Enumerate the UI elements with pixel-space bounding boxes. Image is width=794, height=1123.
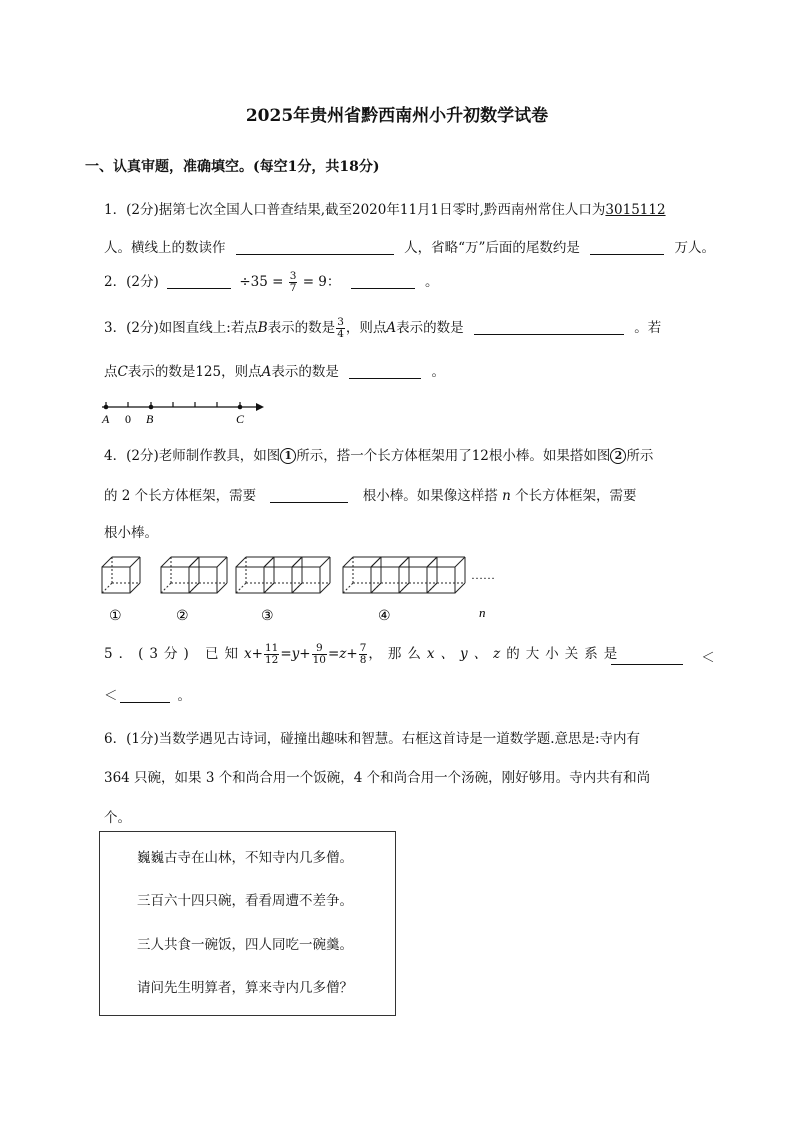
q3-text-b: 表示的数是 — [267, 320, 336, 336]
q5-text-b: ，那么 — [368, 646, 427, 662]
axis-label-a: A — [102, 412, 110, 426]
q3-var-c: C — [117, 364, 128, 380]
q3-text-a: 3．(2分)如图直线上:若点 — [104, 320, 258, 336]
q1-text-d: 万人。 — [674, 240, 715, 256]
page-title: 2025年贵州省黔西南州小升初数学试卷 — [245, 106, 549, 126]
q3-var-a: A — [386, 320, 397, 336]
q3-text-d: 表示的数是 — [396, 320, 464, 336]
q2-text-c: = 9： — [302, 274, 341, 290]
question-1-line-2 — [104, 236, 715, 256]
q5-plus-1: + — [251, 646, 263, 662]
q5-fraction-3: $\frac{7}{8}$ — [359, 642, 367, 666]
q4-text-d: 的 2 个长方体框架，需要 — [104, 488, 257, 504]
q1-population-number: 3015112 — [605, 202, 666, 218]
q3-fraction: $\frac{3}{4}$ — [337, 316, 344, 340]
q5-text-c: 的大小关系是 — [506, 646, 624, 662]
question-1-line-1 — [104, 198, 666, 218]
q5-fraction-2: $\frac{9}{10}$ — [312, 642, 326, 666]
number-line-figure — [98, 394, 268, 426]
q1-answer-blank-1[interactable] — [236, 239, 394, 255]
figure-label-4: ④ — [378, 609, 391, 624]
q3-text-h: 表示的数是 — [271, 364, 339, 380]
q3-var-b: B — [257, 320, 268, 336]
poem-line-1: 巍巍古寺在山林，不知寺内几多僧。 — [137, 850, 353, 866]
poem-line-2: 三百六十四只碗，看看周遭不差争。 — [137, 893, 353, 909]
q1-text: 1．(2分)据第七次全国人口普查结果,截至2020年11月1日零时,黔西南州常住人口为 — [104, 202, 606, 218]
q5-eq-1: = — [280, 646, 292, 662]
figure-label-3: ③ — [261, 609, 274, 624]
q4-var-n: n — [502, 488, 511, 504]
q5-end: 。 — [177, 688, 191, 704]
q2-fraction: $\frac{3}{7}$ — [289, 270, 297, 294]
poem-line-3: 三人共食一碗饭，四人同吃一碗羹。 — [137, 937, 353, 953]
q5-answer-blank-1[interactable] — [611, 649, 683, 665]
cuboid-figures — [99, 557, 519, 627]
section-heading: 一、认真审题，准确填空。(每空1分，共18分) — [85, 159, 380, 175]
q5-fraction-1: $\frac{11}{12}$ — [264, 642, 279, 666]
cuboid-figure-4 — [343, 557, 465, 593]
q5-text-a: 5．(3分) 已知 — [104, 646, 245, 662]
q2-text-b: ÷35 = — [239, 274, 284, 290]
figure-2-ref: 2 — [610, 448, 626, 464]
question-4-line-1 — [104, 444, 653, 464]
question-6-line-1: 6．(1分)当数学遇见古诗词，碰撞出趣味和智慧。右框这首诗是一道数学题.意思是:寺内有 — [104, 731, 641, 747]
q2-answer-blank-1[interactable] — [167, 273, 231, 289]
q3-text-i: 。 — [431, 364, 445, 380]
q3-text-f: 点 — [104, 364, 118, 380]
q4-text-a: 4．(2分)老师制作教具，如图 — [104, 448, 281, 464]
point-a-dot — [104, 405, 109, 410]
question-6-line-2: 364 只碗，如果 3 个和尚合用一个饭碗，4 个和尚合用一个汤碗，刚好够用。寺内共有和尚 — [104, 770, 651, 786]
q5-var-x: x — [244, 646, 252, 662]
number-line-arrow — [256, 403, 264, 411]
axis-label-c: C — [236, 412, 245, 426]
poem-box — [99, 831, 396, 1016]
q5-plus-2: + — [299, 646, 311, 662]
poem-line-4: 请问先生明算者，算来寺内几多僧？ — [137, 980, 353, 996]
q1-text-b: 人。横线上的数读作 — [104, 240, 226, 256]
q4-text-e: 根小棒。如果像这样搭 — [362, 488, 498, 504]
q4-text-b: 所示，搭一个长方体框架用了12根小棒。如果搭如图 — [296, 448, 611, 464]
point-b-dot — [149, 405, 154, 410]
q5-var-y: y — [291, 646, 300, 662]
figure-1-ref: 1 — [280, 448, 296, 464]
q1-text-c: 人，省略“万”后面的尾数约是 — [404, 240, 580, 256]
q2-answer-blank-2[interactable] — [351, 273, 415, 289]
q5-plus-3: + — [346, 646, 358, 662]
q4-answer-blank-1[interactable] — [270, 487, 348, 503]
question-2 — [104, 270, 438, 294]
q3-text-c: ，则点 — [345, 320, 387, 336]
question-4-line-3: 根小棒。 — [104, 525, 158, 541]
axis-label-b: B — [146, 412, 154, 426]
q3-answer-blank-1[interactable] — [474, 319, 624, 335]
axis-label-0: 0 — [125, 412, 131, 426]
q3-var-a-2: A — [261, 364, 272, 380]
figure-label-n: n — [479, 605, 486, 620]
figure-label-2: ② — [176, 609, 189, 624]
figure-label-1: ① — [109, 609, 122, 624]
q3-text-e: 。若 — [634, 320, 662, 336]
q5-answer-blank-2[interactable] — [120, 687, 170, 703]
q3-answer-blank-2[interactable] — [349, 363, 421, 379]
cuboid-ellipsis: …… — [471, 568, 495, 582]
q5-lt-1: ＜ — [701, 650, 715, 666]
question-3-line-1 — [104, 316, 661, 340]
q5-vars-xyz: x、y、z — [426, 646, 507, 662]
q2-text-d: 。 — [424, 274, 439, 290]
q4-text-f: 个长方体框架，需要 — [515, 488, 637, 504]
q4-text-c: 所示 — [626, 448, 654, 464]
question-3-line-2 — [104, 360, 445, 380]
q1-answer-blank-2[interactable] — [590, 239, 664, 255]
point-c-dot — [238, 405, 243, 410]
q5-eq-2: = — [327, 646, 340, 662]
q5-lt-2: ＜ — [104, 688, 118, 704]
q5-var-z: z — [339, 646, 347, 662]
question-6-line-3: 个。 — [104, 810, 131, 826]
q2-text-a: 2．(2分) — [104, 274, 159, 290]
cuboid-figure-2 — [161, 557, 227, 593]
q5-blank-row — [611, 646, 715, 666]
question-5-line-1 — [104, 642, 623, 666]
q3-text-g: 表示的数是125，则点 — [127, 364, 262, 380]
cuboid-figure-1 — [102, 557, 140, 593]
question-4-line-2 — [104, 484, 637, 504]
cuboid-figure-3 — [236, 557, 330, 593]
question-5-line-2 — [104, 684, 191, 704]
